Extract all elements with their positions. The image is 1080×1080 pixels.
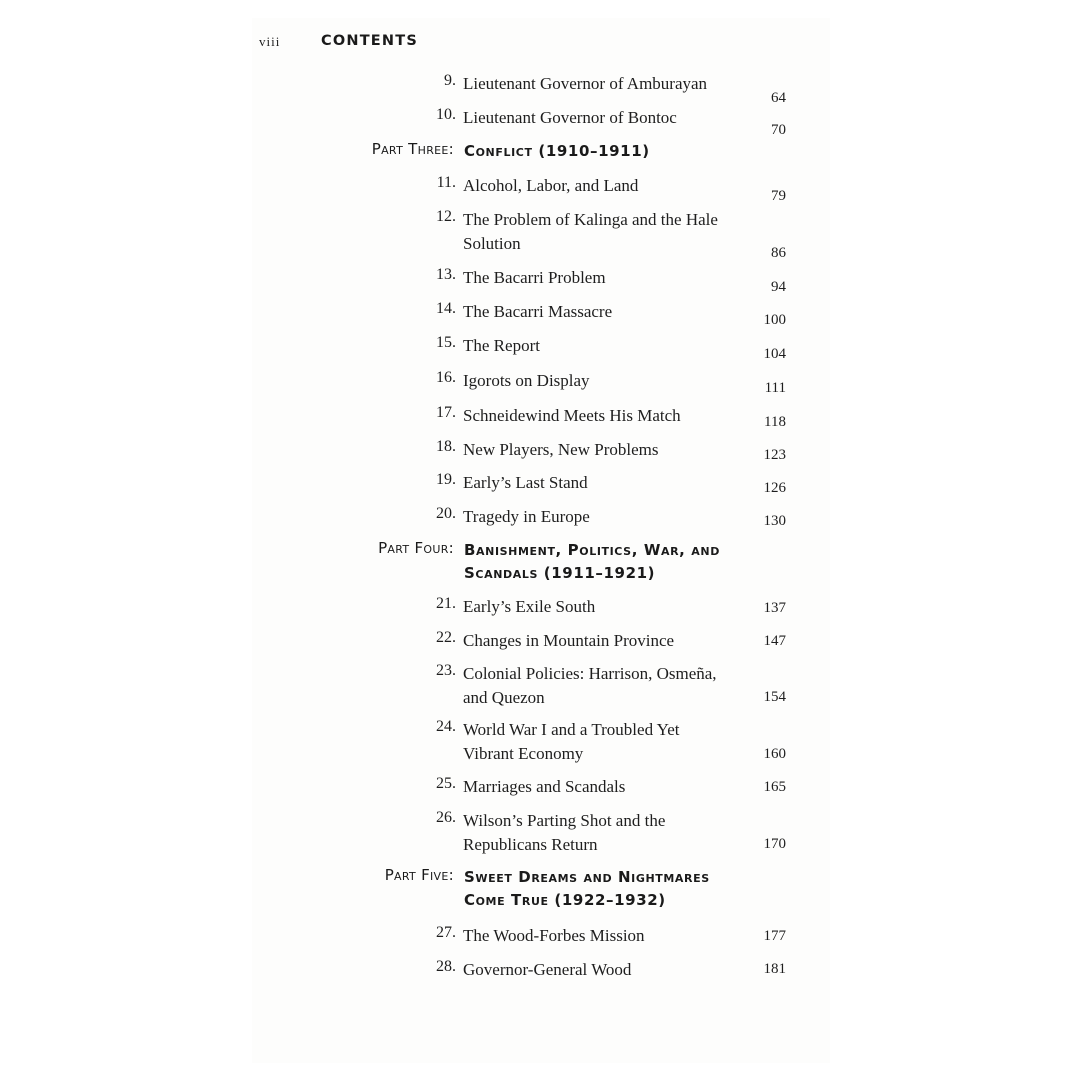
chapter-number: 15. (436, 334, 456, 351)
page-number: 160 (763, 746, 786, 762)
chapter-number: 20. (436, 505, 456, 522)
page-number: 104 (763, 346, 786, 362)
chapter-number: 23. (436, 662, 456, 679)
page-number: 147 (763, 633, 786, 649)
chapter-number: 27. (436, 924, 456, 941)
chapter-title: The Problem of Kalinga and the Hale Solution (463, 210, 718, 253)
chapter-title: Marriages and Scandals (463, 777, 626, 796)
chapter-number: 10. (436, 106, 456, 123)
chapter-title: Governor-General Wood (463, 960, 632, 979)
chapter-number: 22. (436, 629, 456, 646)
chapter-title: Wilson’s Parting Shot and the Republicans Return (463, 811, 666, 854)
page-number: 126 (763, 480, 786, 496)
folio-number: viii (259, 34, 281, 49)
page-number: 177 (763, 928, 786, 944)
part-label: Part Three: (371, 140, 454, 158)
chapter-title: Early’s Last Stand (463, 473, 588, 492)
part-title: Conflict (1910–1911) (464, 142, 650, 160)
page-number: 111 (764, 380, 786, 396)
page-number: 70 (771, 122, 786, 138)
chapter-title: Lieutenant Governor of Amburayan (463, 74, 708, 93)
page-number: 181 (763, 961, 786, 977)
chapter-number: 13. (436, 266, 456, 283)
part-title: Sweet Dreams and Nightmares Come True (1922–1932) (464, 868, 710, 909)
chapter-title: The Report (463, 336, 540, 355)
chapter-title: The Wood-Forbes Mission (463, 926, 645, 945)
part-label: Part Five: (384, 866, 454, 884)
page-number: 123 (763, 447, 786, 463)
chapter-number: 12. (436, 208, 456, 225)
chapter-title: Early’s Exile South (463, 597, 596, 616)
page-number: 118 (764, 414, 786, 430)
page-number: 79 (771, 188, 786, 204)
chapter-number: 9. (444, 72, 456, 89)
page-number: 137 (763, 600, 786, 616)
chapter-title: The Bacarri Massacre (463, 302, 613, 321)
page-number: 170 (763, 836, 786, 852)
chapter-number: 14. (436, 300, 456, 317)
page-number: 94 (771, 279, 786, 295)
page-number: 86 (771, 245, 786, 261)
chapter-number: 28. (436, 958, 456, 975)
chapter-number: 19. (436, 471, 456, 488)
chapter-title: New Players, New Problems (463, 440, 659, 459)
chapter-number: 11. (436, 174, 456, 191)
chapter-title: Alcohol, Labor, and Land (463, 176, 639, 195)
chapter-number: 26. (436, 809, 456, 826)
chapter-title: World War I and a Troubled Yet Vibrant Economy (463, 720, 680, 763)
page-number: 154 (763, 689, 786, 705)
page-number: 130 (763, 513, 786, 529)
part-title: Banishment, Politics, War, and Scandals (1911–1921) (464, 541, 720, 582)
chapter-title: The Bacarri Problem (463, 268, 606, 287)
chapter-title: Tragedy in Europe (463, 507, 590, 526)
part-label: Part Four: (378, 539, 454, 557)
chapter-title: Schneidewind Meets His Match (463, 406, 681, 425)
chapter-title: Igorots on Display (463, 371, 590, 390)
chapter-number: 16. (436, 369, 456, 386)
chapter-number: 25. (436, 775, 456, 792)
chapter-number: 17. (436, 404, 456, 421)
chapter-number: 21. (436, 595, 456, 612)
page-number: 100 (763, 312, 786, 328)
chapter-number: 24. (436, 718, 456, 735)
chapter-title: Colonial Policies: Harrison, Osmeña, and Quezon (463, 664, 717, 707)
chapter-title: Lieutenant Governor of Bontoc (463, 108, 677, 127)
page-number: 165 (763, 779, 786, 795)
chapter-number: 18. (436, 438, 456, 455)
chapter-title: Changes in Mountain Province (463, 631, 675, 650)
running-head: CONTENTS (321, 33, 418, 49)
page-number: 64 (771, 90, 786, 106)
